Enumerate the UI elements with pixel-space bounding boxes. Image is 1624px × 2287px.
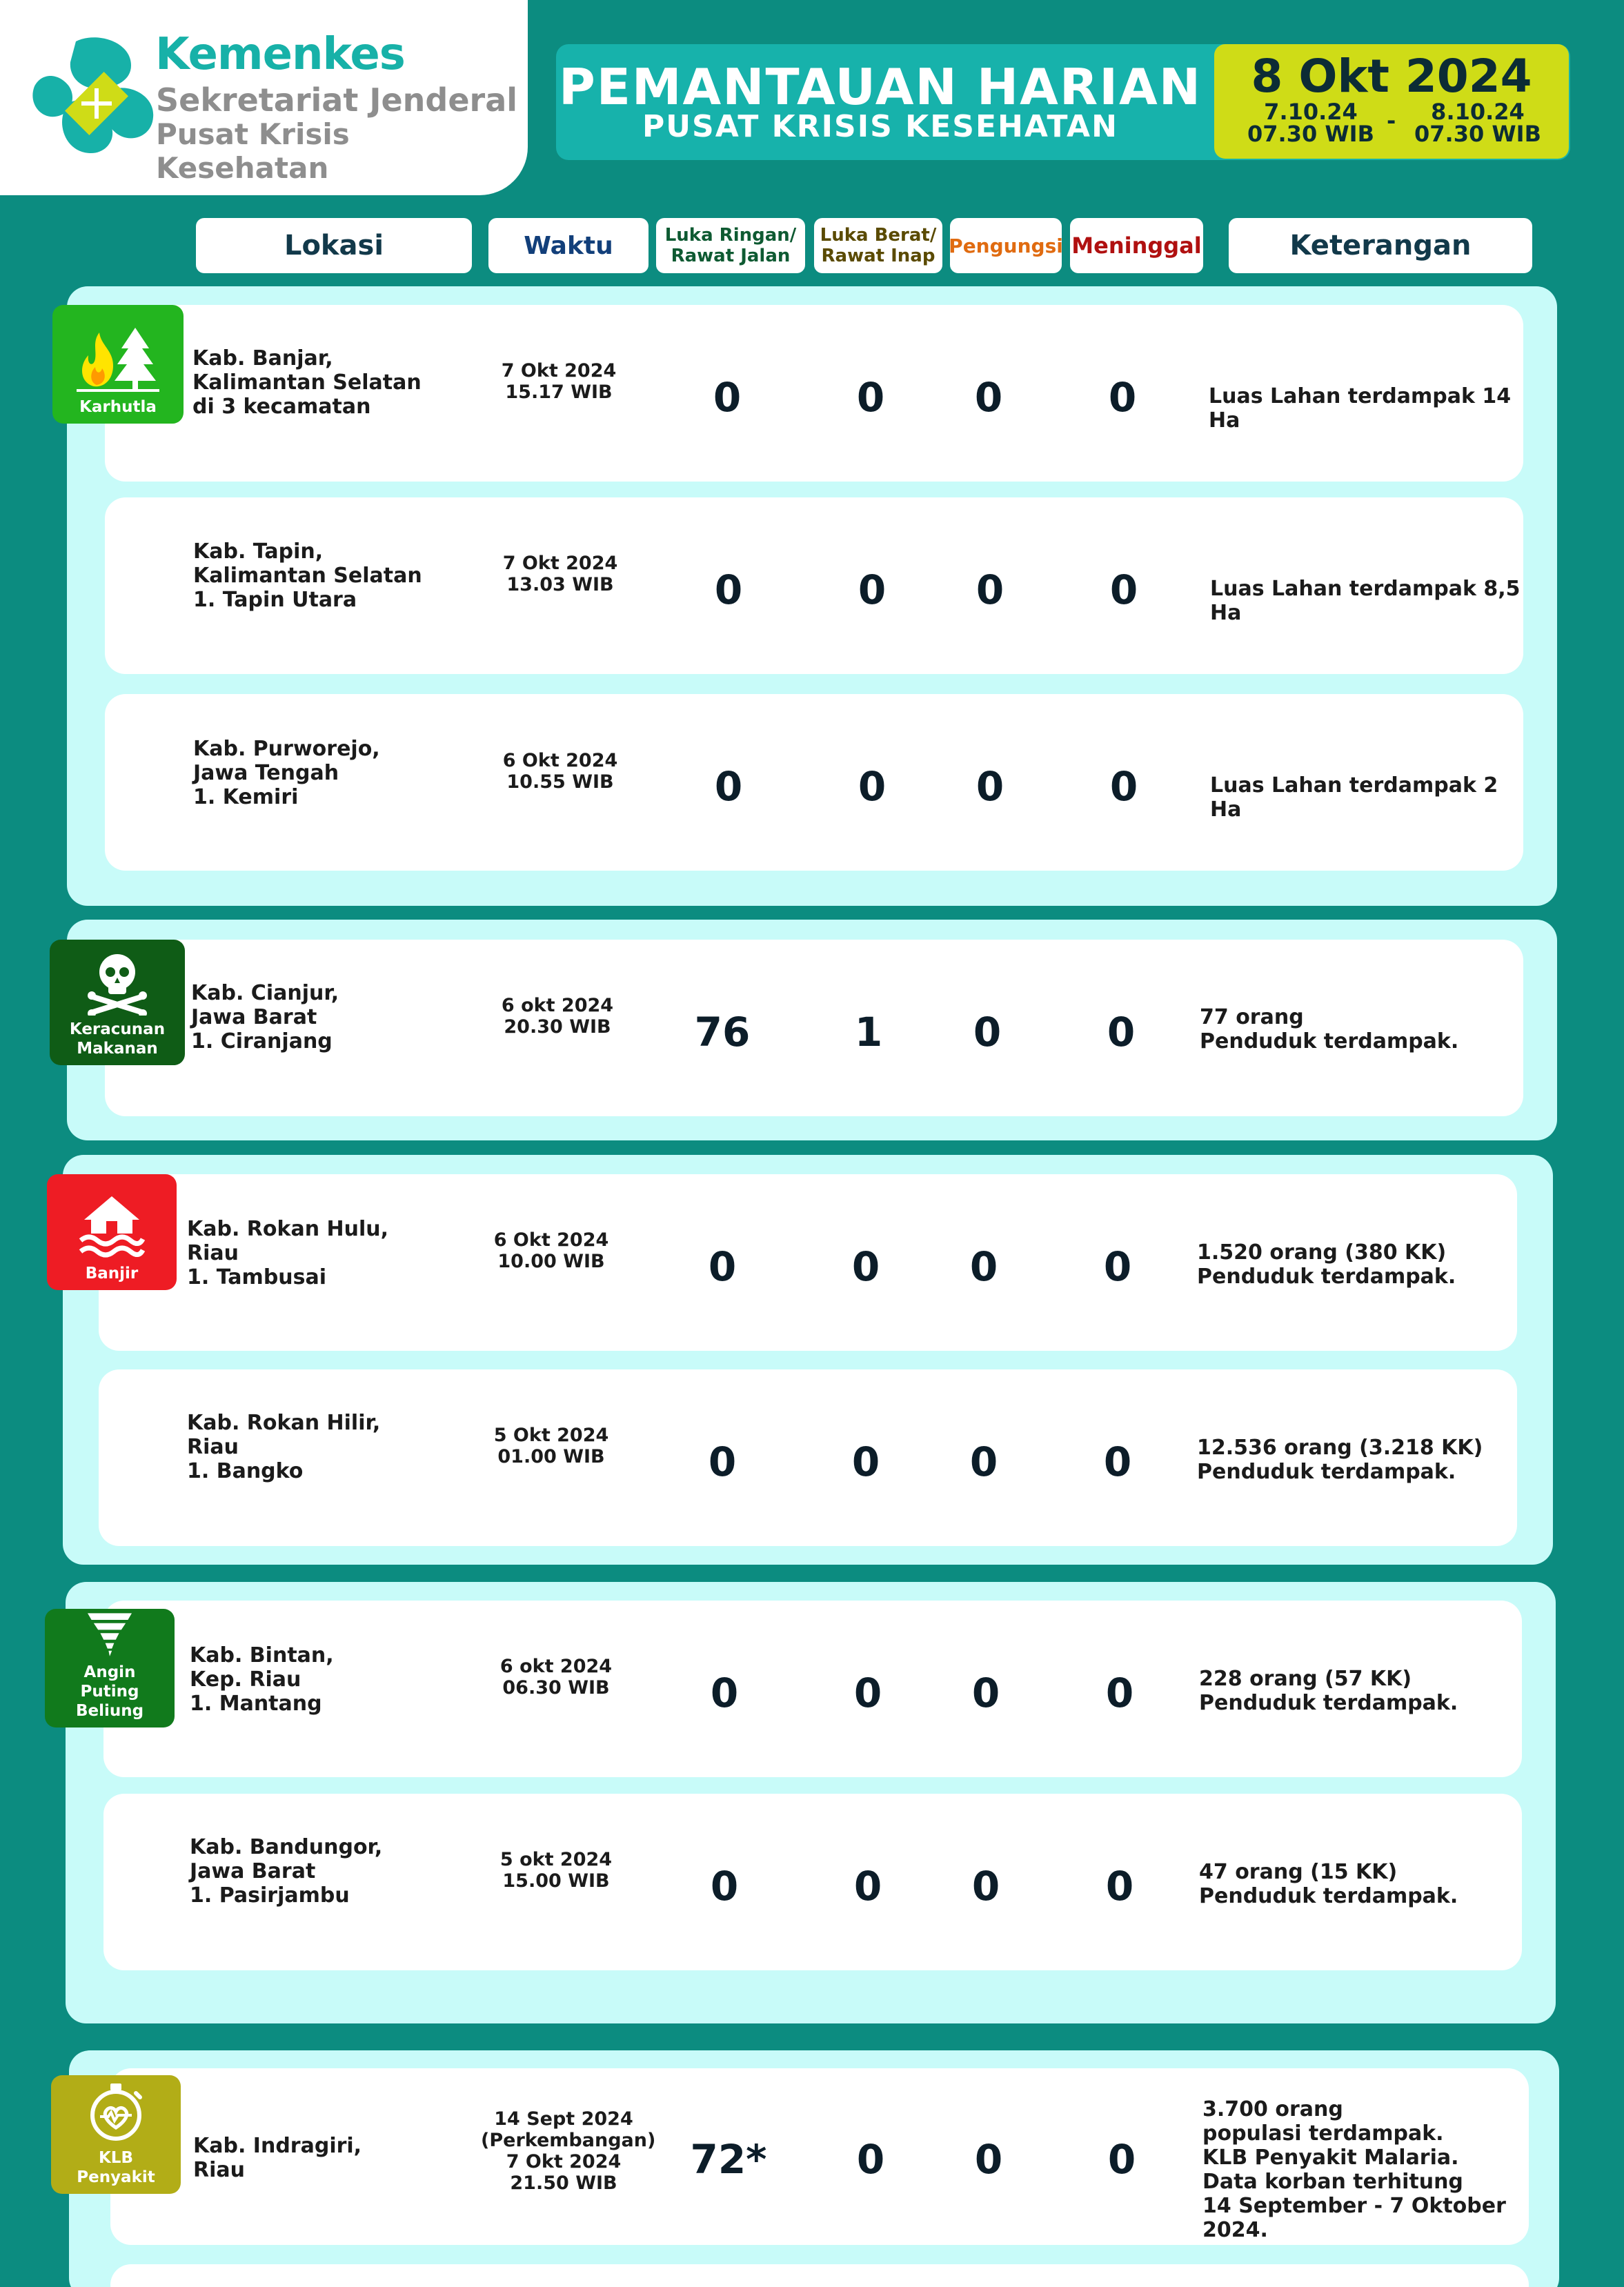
row-luka-berat: 0 — [858, 566, 887, 613]
badge-keracunan-makanan — [50, 940, 185, 1065]
badge-label: Banjir — [85, 1265, 139, 1283]
column-header-keterangan: Keterangan — [1229, 218, 1532, 273]
badge-label: Karhutla — [79, 398, 157, 416]
row-waktu: 5 Okt 2024 01.00 WIB — [493, 1425, 609, 1467]
row-luka-berat: 0 — [856, 374, 885, 421]
logo-subtitle-1: Sekretariat Jenderal — [156, 81, 518, 119]
row-meninggal: 0 — [1107, 2136, 1136, 2183]
row-meninggal: 0 — [1105, 1670, 1134, 1716]
badge-karhutla — [52, 305, 184, 424]
row-lokasi: Kab. Bintan, Kep. Riau 1. Mantang — [190, 1643, 334, 1716]
column-header-waktu: Waktu — [488, 218, 648, 273]
row-luka-ringan: 0 — [710, 1670, 739, 1716]
badge-label: KLB Penyakit — [77, 2149, 155, 2186]
row-keterangan: Luas Lahan terdampak 2 Ha — [1210, 773, 1498, 822]
row-meninggal: 0 — [1103, 1438, 1132, 1485]
row-luka-ringan: 76 — [694, 1009, 751, 1056]
column-header-meninggal: Meninggal — [1070, 218, 1203, 273]
badge-banjir — [47, 1174, 177, 1290]
row-luka-berat: 0 — [858, 763, 887, 810]
row-pengungsi: 0 — [973, 1009, 1002, 1056]
row-lokasi: Kab. Tapin, Kalimantan Selatan 1. Tapin Utara — [193, 539, 422, 612]
page-subtitle: PUSAT KRISIS KESEHATAN — [642, 109, 1118, 144]
row-pengungsi: 0 — [971, 1863, 1000, 1910]
row-keterangan: Luas Lahan terdampak 8,5 Ha — [1210, 577, 1521, 625]
row-luka-ringan: 72* — [690, 2136, 767, 2183]
row-luka-berat: 0 — [856, 2136, 885, 2183]
row-waktu: 7 Okt 2024 15.17 WIB — [501, 360, 617, 403]
table-row — [110, 2068, 1529, 2245]
badge-klb-penyakit — [51, 2075, 181, 2194]
row-luka-berat: 0 — [851, 1438, 880, 1485]
row-pengungsi: 0 — [969, 1438, 998, 1485]
table-row — [105, 694, 1523, 871]
row-meninggal: 0 — [1109, 566, 1138, 613]
row-waktu: 14 Sept 2024 (Perkembangan) 7 Okt 2024 21.50 WIB — [481, 2108, 656, 2194]
row-lokasi: Kab. Cianjur, Jawa Barat 1. Ciranjang — [191, 981, 339, 1053]
row-luka-ringan: 0 — [713, 374, 742, 421]
row-meninggal: 0 — [1108, 374, 1137, 421]
row-waktu: 6 Okt 2024 10.00 WIB — [493, 1229, 609, 1272]
row-luka-berat: 0 — [851, 1243, 880, 1290]
range-from: 7.10.24 07.30 WIB — [1247, 99, 1374, 147]
forest-fire-icon — [73, 324, 163, 393]
table-row — [103, 1601, 1522, 1777]
row-waktu: 7 Okt 2024 13.03 WIB — [502, 553, 618, 595]
row-waktu: 5 okt 2024 15.00 WIB — [499, 1849, 613, 1892]
skull-crossbones-icon — [86, 950, 148, 1016]
flood-house-icon — [77, 1191, 146, 1260]
range-separator: - — [1387, 108, 1396, 134]
page-title: PEMANTAUAN HARIAN — [558, 58, 1202, 116]
row-waktu: 6 okt 2024 20.30 WIB — [501, 995, 614, 1038]
row-luka-ringan: 0 — [714, 763, 743, 810]
row-waktu: 6 okt 2024 06.30 WIB — [499, 1656, 613, 1699]
row-keterangan: 3.700 orang populasi terdampak. KLB Penyakit Malaria. Data korban terhitung 14 September - 7 Oktober 2024. — [1202, 2097, 1506, 2242]
table-row — [105, 497, 1523, 674]
row-keterangan: 228 orang (57 KK) Penduduk terdampak. — [1199, 1667, 1458, 1715]
report-date: 8 Okt 2024 — [1251, 50, 1532, 103]
row-pengungsi: 0 — [974, 374, 1003, 421]
logo-subtitle-2: Pusat Krisis Kesehatan — [156, 117, 350, 185]
column-header-luka-ringan: Luka Ringan/ Rawat Jalan — [656, 218, 805, 273]
row-luka-berat: 0 — [853, 1670, 882, 1716]
table-row — [103, 1794, 1522, 1970]
row-pengungsi: 0 — [974, 2136, 1003, 2183]
row-keterangan: 12.536 orang (3.218 KK) Penduduk terdampak. — [1197, 1436, 1483, 1484]
row-lokasi: Kab. Rokan Hilir, Riau 1. Bangko — [187, 1411, 381, 1483]
row-keterangan: 77 orang Penduduk terdampak. — [1200, 1005, 1459, 1053]
table-row-partial — [110, 2264, 1529, 2287]
badge-label: Keracunan Makanan — [69, 1020, 166, 1058]
row-keterangan: 47 orang (15 KK) Penduduk terdampak. — [1199, 1860, 1458, 1908]
row-luka-ringan: 0 — [710, 1863, 739, 1910]
row-luka-ringan: 0 — [708, 1438, 737, 1485]
range-to: 8.10.24 07.30 WIB — [1414, 99, 1541, 147]
row-pengungsi: 0 — [976, 566, 1004, 613]
row-lokasi: Kab. Bandungor, Jawa Barat 1. Pasirjambu — [190, 1835, 383, 1908]
row-pengungsi: 0 — [971, 1670, 1000, 1716]
kemenkes-logo-icon — [28, 34, 159, 159]
row-lokasi: Kab. Purworejo, Jawa Tengah 1. Kemiri — [193, 737, 380, 809]
stopwatch-heart-icon — [85, 2081, 147, 2144]
row-meninggal: 0 — [1105, 1863, 1134, 1910]
row-meninggal: 0 — [1109, 763, 1138, 810]
row-meninggal: 0 — [1103, 1243, 1132, 1290]
table-row — [105, 940, 1523, 1116]
row-luka-ringan: 0 — [708, 1243, 737, 1290]
column-header-lokasi: Lokasi — [196, 218, 472, 273]
row-luka-berat: 0 — [853, 1863, 882, 1910]
logo-title: Kemenkes — [155, 29, 405, 80]
badge-label: Angin Puting Beliung — [75, 1663, 144, 1720]
logo-panel — [0, 0, 528, 195]
row-pengungsi: 0 — [969, 1243, 998, 1290]
row-lokasi: Kab. Rokan Hulu, Riau 1. Tambusai — [187, 1217, 389, 1289]
column-header-luka-berat: Luka Berat/ Rawat Inap — [814, 218, 942, 273]
row-lokasi: Kab. Indragiri, Riau — [193, 2134, 362, 2182]
row-meninggal: 0 — [1107, 1009, 1136, 1056]
row-lokasi: Kab. Banjar, Kalimantan Selatan di 3 kecamatan — [192, 346, 422, 419]
table-row — [99, 1174, 1517, 1351]
row-luka-ringan: 0 — [714, 566, 743, 613]
row-luka-berat: 1 — [854, 1009, 883, 1056]
column-header-pengungsi: Pengungsi — [950, 218, 1062, 273]
row-pengungsi: 0 — [976, 763, 1004, 810]
tornado-icon — [79, 1609, 141, 1659]
date-box — [1214, 44, 1569, 159]
row-keterangan: Luas Lahan terdampak 14 Ha — [1209, 384, 1512, 433]
row-keterangan: 1.520 orang (380 KK) Penduduk terdampak. — [1197, 1240, 1456, 1289]
row-waktu: 6 Okt 2024 10.55 WIB — [502, 750, 618, 793]
table-row — [105, 305, 1523, 482]
badge-angin-puting-beliung — [45, 1609, 175, 1727]
table-row — [99, 1369, 1517, 1546]
